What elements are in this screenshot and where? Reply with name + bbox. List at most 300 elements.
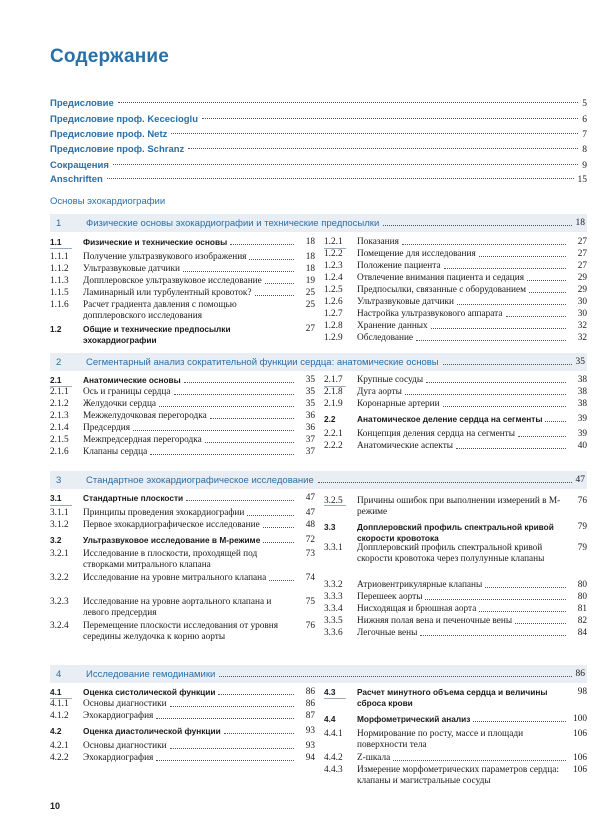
section-rule <box>324 386 346 387</box>
chapter-heading[interactable] <box>50 353 587 371</box>
entry-number: 3.2.1 <box>50 549 69 559</box>
entry-title: Исследование на уровне аортального клапана и левого предсердия <box>83 597 272 618</box>
entry-number: 4.2.1 <box>50 741 69 751</box>
dot-leader <box>443 406 566 407</box>
entry-title: Допплеровский профиль спектральной кривой скорости кровотока <box>357 522 554 543</box>
entry-page: 47 <box>305 508 315 518</box>
dot-leader <box>402 244 566 245</box>
entry-title: Допплеровское ультразвуковое исследование <box>83 276 262 286</box>
entry-body <box>83 300 297 322</box>
entry-title: Желудочки сердца <box>83 399 157 409</box>
front-matter-entry[interactable] <box>50 129 587 142</box>
section-rule <box>324 698 346 699</box>
dot-leader <box>205 442 294 443</box>
subsection-entry[interactable] <box>50 711 315 722</box>
entry-page: 40 <box>577 441 587 451</box>
entry-body <box>357 261 569 272</box>
subsection-entry[interactable] <box>324 765 587 787</box>
chapter-page: 18 <box>575 218 585 228</box>
entry-number: 1.2.6 <box>324 297 343 307</box>
entry-number: 3.3.6 <box>324 628 343 638</box>
entry-title: Z-шкала <box>357 753 391 763</box>
entry-number: 2.1.9 <box>324 399 343 409</box>
entry-body <box>83 264 297 275</box>
entry-title: Стандартные плоскости <box>83 493 184 503</box>
entry-number: 4.1 <box>50 687 62 697</box>
entry-number: 3.3 <box>324 522 336 532</box>
section-rule <box>50 505 72 506</box>
entry-number: 3.2.4 <box>50 621 69 631</box>
entry-number: 3.3.1 <box>324 543 343 553</box>
entry-number: 1.2 <box>50 324 62 334</box>
entry-title: Коронарные артерии <box>357 399 440 409</box>
chapter-number: 4 <box>56 668 62 680</box>
subsection-entry[interactable] <box>50 288 315 299</box>
section-entry[interactable] <box>50 324 315 346</box>
entry-body <box>357 333 569 344</box>
dot-leader <box>318 482 572 483</box>
entry-page: 32 <box>577 333 587 343</box>
subsection-entry[interactable] <box>50 276 315 287</box>
entry-title: Показания <box>357 237 399 247</box>
entry-body <box>357 687 569 709</box>
chapter-title: Стандартное эхокардиографическое исследование <box>86 474 314 486</box>
entry-number: 2.1.2 <box>50 399 69 409</box>
entry-body <box>83 687 297 698</box>
section-rule <box>50 386 72 387</box>
entry-number: 4.1.2 <box>50 711 69 721</box>
entry-page: 25 <box>305 300 315 310</box>
entry-page: 35 <box>305 387 315 397</box>
entry-body <box>83 375 297 386</box>
entry-title: Принципы проведения эхокардиографии <box>83 508 245 518</box>
entry-page: 27 <box>305 324 315 334</box>
entry-title: Измерение морфометрических параметров сердца: клапаны и магистральные сосуды <box>357 765 559 786</box>
section-entry[interactable] <box>50 535 315 546</box>
entry-page: 35 <box>305 375 315 385</box>
entry-title: Обследование <box>357 333 414 343</box>
entry-title: Получение ультразвукового изображения <box>83 252 247 262</box>
section-entry[interactable] <box>50 726 315 737</box>
subsection-entry[interactable] <box>50 699 315 710</box>
entry-title: Anschriften <box>50 174 103 185</box>
entry-page: 72 <box>305 535 315 545</box>
entry-page: 27 <box>577 237 587 247</box>
entry-body <box>357 616 569 627</box>
entry-body <box>357 753 569 764</box>
subsection-entry[interactable] <box>50 508 315 519</box>
section-rule <box>50 248 72 249</box>
entry-body <box>83 493 297 504</box>
entry-page: 5 <box>582 99 587 109</box>
dot-leader <box>426 382 566 383</box>
entry-title: Анатомические аспекты <box>357 441 454 451</box>
entry-number: 1.2.1 <box>324 237 343 247</box>
entry-title: Исследование в плоскости, проходящей под створками митрального клапана <box>83 549 258 570</box>
section-entry[interactable] <box>50 493 315 504</box>
entry-title: Первое эхокардиографическое исследование <box>83 520 260 530</box>
entry-title: Хранение данных <box>357 321 428 331</box>
subsection-entry[interactable] <box>324 399 587 410</box>
entry-title: Нормирование по росту, массе и площади поверхности тела <box>357 729 524 750</box>
section-entry[interactable] <box>324 522 587 544</box>
subsection-entry[interactable] <box>50 300 315 322</box>
entry-page: 74 <box>305 573 315 583</box>
dot-leader <box>529 292 566 293</box>
entry-title: Клапаны сердца <box>83 447 148 457</box>
dot-leader <box>171 133 578 134</box>
subsection-entry[interactable] <box>50 520 315 531</box>
entry-title: Эхокардиография <box>83 753 154 763</box>
entry-title: Физические и технические основы <box>83 237 228 247</box>
chapter-number: 2 <box>56 356 62 368</box>
subsection-entry[interactable] <box>324 753 587 764</box>
subsection-entry[interactable] <box>50 447 315 458</box>
entry-page: 75 <box>305 597 315 607</box>
entry-page: 30 <box>577 309 587 319</box>
dot-leader <box>230 244 294 245</box>
front-matter-entry[interactable] <box>50 144 587 157</box>
entry-number: 1.1.2 <box>50 264 69 274</box>
entry-body <box>83 447 297 458</box>
entry-body <box>83 741 297 752</box>
subsection-entry[interactable] <box>324 441 587 452</box>
entry-page: 15 <box>577 175 587 185</box>
entry-title: Допплеровский профиль спектральной кривой скорости кровотока через полулунные клапаны <box>357 543 545 564</box>
entry-body <box>83 423 297 434</box>
chapter-heading[interactable] <box>50 214 587 232</box>
entry-page: 38 <box>577 375 587 385</box>
entry-title: Предисловие проф. Kececioglu <box>50 114 199 125</box>
subsection-entry[interactable] <box>50 411 315 422</box>
entry-body <box>83 324 297 346</box>
entry-body <box>83 288 297 299</box>
entry-number: 4.2.2 <box>50 753 69 763</box>
entry-page: 8 <box>582 145 587 155</box>
entry-title: Общие и технические предпосылки эхокардиографии <box>83 324 231 345</box>
entry-number: 1.1 <box>50 237 62 247</box>
entry-title: Причины ошибок при выполнении измерений в М-режиме <box>357 496 561 517</box>
entry-title: Ультразвуковые датчики <box>357 297 455 307</box>
subsection-entry[interactable] <box>324 580 587 591</box>
dot-leader <box>156 760 294 761</box>
subsection-entry[interactable] <box>50 423 315 434</box>
entry-title: Оценка систолической функции <box>83 687 216 697</box>
chapter-page: 47 <box>575 475 585 485</box>
dot-leader <box>174 394 294 395</box>
subsection-entry[interactable] <box>324 592 587 603</box>
dot-leader <box>159 406 294 407</box>
entry-body <box>357 592 569 603</box>
entry-page: 39 <box>577 429 587 439</box>
dot-leader <box>506 316 567 317</box>
entry-number: 3.3.4 <box>324 604 343 614</box>
entry-number: 2.2.1 <box>324 429 343 439</box>
entry-page: 36 <box>305 411 315 421</box>
subsection-entry[interactable] <box>324 309 587 320</box>
dot-leader <box>444 268 566 269</box>
dot-leader <box>269 580 294 581</box>
page-number: 10 <box>50 801 61 811</box>
section-rule <box>324 248 346 249</box>
entry-number: 2.1.7 <box>324 375 343 385</box>
entry-body <box>357 414 569 425</box>
entry-body <box>83 549 297 571</box>
dot-leader <box>118 102 579 103</box>
subsection-entry[interactable] <box>50 387 315 398</box>
subsection-entry[interactable] <box>50 399 315 410</box>
entry-page: 106 <box>573 753 587 763</box>
entry-body <box>357 249 569 260</box>
entry-body <box>357 429 569 440</box>
dot-leader <box>416 340 566 341</box>
dot-leader <box>150 454 294 455</box>
entry-title: Перешеек аорты <box>357 592 423 602</box>
entry-body <box>83 520 297 531</box>
subsection-entry[interactable] <box>324 628 587 639</box>
entry-number: 3.3.2 <box>324 580 343 590</box>
entry-number: 1.2.9 <box>324 333 343 343</box>
dot-leader <box>383 225 571 226</box>
section-entry[interactable] <box>50 687 315 698</box>
entry-title: Ламинарный или турбулентный кровоток? <box>83 288 252 298</box>
subsection-entry[interactable] <box>324 604 587 615</box>
subsection-entry[interactable] <box>324 375 587 386</box>
part-heading: Основы эхокардиографии <box>50 196 166 207</box>
entry-title: Исследование на уровне митрального клапана <box>83 573 267 583</box>
dot-leader <box>263 527 294 528</box>
subsection-entry[interactable] <box>324 285 587 296</box>
entry-number: 1.2.7 <box>324 309 343 319</box>
entry-body <box>357 765 569 787</box>
entry-title: Концепция деления сердца на сегменты <box>357 429 515 439</box>
section-entry[interactable] <box>324 414 587 425</box>
entry-page: 87 <box>305 711 315 721</box>
entry-page: 106 <box>573 765 587 775</box>
dot-leader <box>420 635 566 636</box>
section-entry[interactable] <box>50 237 315 248</box>
entry-title: Морфометрический анализ <box>357 714 471 724</box>
entry-number: 1.2.2 <box>324 249 343 259</box>
entry-number: 3.3.5 <box>324 616 343 626</box>
entry-number: 3.1 <box>50 493 62 503</box>
entry-page: 84 <box>577 628 587 638</box>
entry-page: 80 <box>577 580 587 590</box>
subsection-entry[interactable] <box>50 435 315 446</box>
entry-title: Дуга аорты <box>357 387 402 397</box>
subsection-entry[interactable] <box>324 261 587 272</box>
dot-leader <box>249 259 294 260</box>
entry-number: 2.1.6 <box>50 447 69 457</box>
subsection-entry[interactable] <box>50 264 315 275</box>
entry-title: Предпосылки, связанные с оборудованием <box>357 285 527 295</box>
chapter-heading[interactable] <box>50 471 587 489</box>
chapter-heading[interactable] <box>50 665 587 683</box>
entry-page: 18 <box>305 264 315 274</box>
chapter-page: 35 <box>575 357 585 367</box>
subsection-entry[interactable] <box>324 429 587 440</box>
dot-leader <box>265 283 294 284</box>
subsection-entry[interactable] <box>324 387 587 398</box>
subsection-entry[interactable] <box>50 741 315 752</box>
entry-body <box>83 726 297 737</box>
dot-leader <box>255 295 294 296</box>
subsection-entry[interactable] <box>324 297 587 308</box>
entry-body <box>357 729 569 751</box>
dot-leader <box>210 418 294 419</box>
subsection-entry[interactable] <box>50 621 315 643</box>
entry-number: 1.2.4 <box>324 273 343 283</box>
entry-title: Основы диагностики <box>83 741 167 751</box>
entry-number: 1.1.1 <box>50 252 69 262</box>
entry-page: 106 <box>573 729 587 739</box>
section-rule <box>50 698 72 699</box>
entry-body <box>83 535 297 546</box>
dot-leader <box>473 721 566 722</box>
entry-number: 2.2 <box>324 414 336 424</box>
subsection-entry[interactable] <box>50 549 315 571</box>
entry-page: 30 <box>577 297 587 307</box>
entry-title: Нижняя полая вена и печеночные вены <box>357 616 513 626</box>
front-matter-entry[interactable] <box>50 114 587 127</box>
entry-body <box>357 604 569 615</box>
subsection-entry[interactable] <box>324 273 587 284</box>
entry-number: 3.2.3 <box>50 597 69 607</box>
chapter-title: Физические основы эхокардиографии и технические предпосылки <box>86 217 380 229</box>
entry-number: 2.1.1 <box>50 387 69 397</box>
section-entry[interactable] <box>324 714 587 725</box>
entry-page: 80 <box>577 592 587 602</box>
section-entry[interactable] <box>50 375 315 386</box>
dot-leader <box>183 271 294 272</box>
subsection-entry[interactable] <box>324 616 587 627</box>
entry-title: Ось и границы сердца <box>83 387 171 397</box>
entry-page: 37 <box>305 435 315 445</box>
dot-leader <box>133 430 294 431</box>
section-rule <box>324 505 346 506</box>
dot-leader <box>247 515 294 516</box>
entry-page: 36 <box>305 423 315 433</box>
dot-leader <box>405 394 566 395</box>
subsection-entry[interactable] <box>50 252 315 263</box>
chapter-number: 3 <box>56 474 62 486</box>
entry-body <box>357 580 569 591</box>
entry-title: Предисловие проф. Netz <box>50 129 168 140</box>
dot-leader <box>545 421 566 422</box>
entry-title: Ультразвуковое исследование в М-режиме <box>83 535 261 545</box>
subsection-entry[interactable] <box>50 597 315 619</box>
front-matter-entry[interactable] <box>50 98 587 111</box>
subsection-entry[interactable] <box>324 333 587 344</box>
front-matter-entry[interactable] <box>50 174 587 187</box>
subsection-entry[interactable] <box>324 729 587 751</box>
chapter-title: Сегментарный анализ сократительной функции сердца: анатомические основы <box>86 356 439 368</box>
entry-body <box>357 496 569 518</box>
entry-title: Эхокардиография <box>83 711 154 721</box>
entry-title: Расчет минутного объема сердца и величины сброса крови <box>357 687 548 708</box>
dot-leader <box>107 178 574 179</box>
section-entry[interactable] <box>324 687 587 709</box>
entry-page: 25 <box>305 288 315 298</box>
entry-page: 79 <box>577 543 587 553</box>
entry-number: 4.2 <box>50 726 62 736</box>
subsection-entry[interactable] <box>324 321 587 332</box>
entry-number: 3.1.1 <box>50 508 69 518</box>
dot-leader <box>485 587 566 588</box>
dot-leader <box>393 760 566 761</box>
dot-leader <box>170 748 294 749</box>
entry-body <box>357 387 569 398</box>
entry-body <box>357 441 569 452</box>
entry-number: 3.1.2 <box>50 520 69 530</box>
entry-page: 35 <box>305 399 315 409</box>
entry-title: Ультразвуковые датчики <box>83 264 181 274</box>
entry-body <box>83 711 297 722</box>
entry-page: 19 <box>305 276 315 286</box>
entry-number: 1.1.6 <box>50 300 69 310</box>
dot-leader <box>156 718 294 719</box>
entry-number: 2.2.2 <box>324 441 343 451</box>
entry-page: 29 <box>577 273 587 283</box>
subsection-entry[interactable] <box>324 496 587 518</box>
entry-page: 73 <box>305 549 315 559</box>
dot-leader <box>457 304 566 305</box>
subsection-entry[interactable] <box>50 753 315 764</box>
entry-number: 3.3.3 <box>324 592 343 602</box>
entry-page: 38 <box>577 387 587 397</box>
subsection-entry[interactable] <box>50 573 315 584</box>
entry-title: Межпредсердная перегородка <box>83 435 202 445</box>
entry-title: Легочные вены <box>357 628 418 638</box>
subsection-entry[interactable] <box>324 543 587 565</box>
dot-leader <box>431 328 566 329</box>
entry-page: 37 <box>305 447 315 457</box>
subsection-entry[interactable] <box>324 237 587 248</box>
entry-number: 1.2.5 <box>324 285 343 295</box>
entry-number: 2.1 <box>50 375 62 385</box>
entry-body <box>357 273 569 284</box>
entry-page: 6 <box>582 115 587 125</box>
entry-page: 86 <box>305 699 315 709</box>
dot-leader <box>443 364 572 365</box>
entry-page: 29 <box>577 285 587 295</box>
subsection-entry[interactable] <box>324 249 587 260</box>
chapter-title: Исследование гемодинамики <box>86 668 216 680</box>
front-matter-entry[interactable] <box>50 160 587 173</box>
dot-leader <box>456 448 566 449</box>
entry-title: Настройка ультразвукового аппарата <box>357 309 503 319</box>
entry-page: 27 <box>577 261 587 271</box>
entry-number: 1.2.3 <box>324 261 343 271</box>
entry-title: Оценка диастолической функции <box>83 726 221 736</box>
entry-page: 94 <box>305 753 315 763</box>
entry-title: Сокращения <box>50 160 109 171</box>
entry-body <box>83 753 297 764</box>
dot-leader <box>515 623 566 624</box>
dot-leader <box>263 542 294 543</box>
entry-number: 2.1.4 <box>50 423 69 433</box>
dot-leader <box>479 256 566 257</box>
dot-leader <box>184 382 294 383</box>
entry-number: 4.4.3 <box>324 765 343 775</box>
entry-body <box>83 621 297 643</box>
entry-body <box>357 237 569 248</box>
entry-body <box>357 714 569 725</box>
entry-title: Отвлечение внимания пациента и седация <box>357 273 525 283</box>
dot-leader <box>186 500 294 501</box>
entry-title: Предсердия <box>83 423 130 433</box>
dot-leader <box>479 611 566 612</box>
